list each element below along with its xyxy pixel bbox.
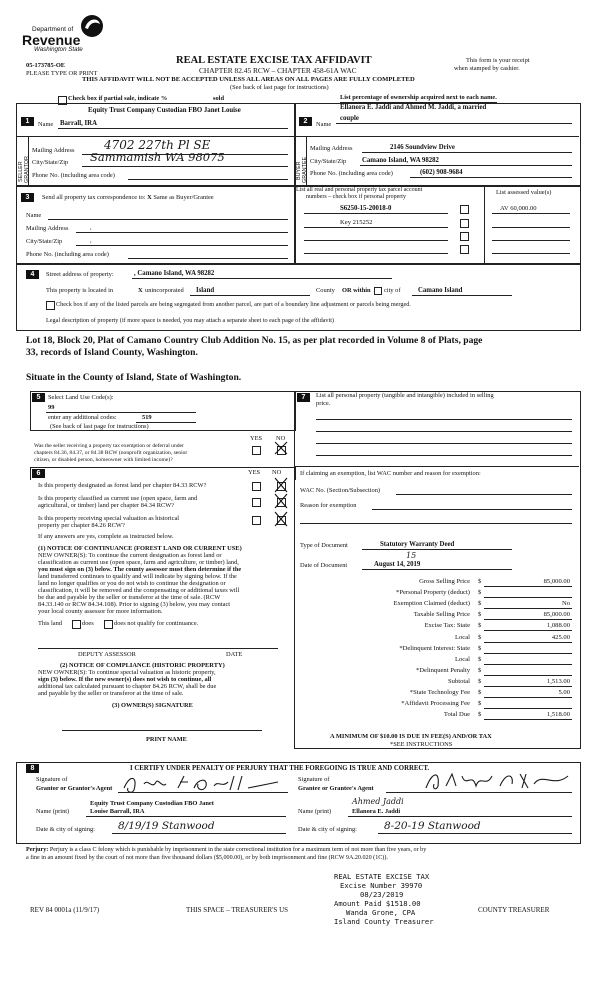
stamp-line-2: Excise Number 39970 — [340, 881, 423, 890]
stamp-line-4: Amount Paid $1518.00 — [334, 899, 421, 908]
forest-no-mark-icon — [274, 477, 288, 493]
land-use-see-back: (See back of last page for instructions) — [50, 423, 149, 430]
grantor-sig-label-1: Signature of — [36, 776, 68, 783]
deputy-date-label: DATE — [226, 651, 243, 658]
notice-compliance-line-3: additional tax calculated pursuant to chapter 84.26 RCW, shall be due — [38, 683, 217, 690]
form-chapter: CHAPTER 82.45 RCW – CHAPTER 458-61A WAC — [199, 66, 357, 75]
same-as-buyer-label: Same as Buyer/Grantee — [153, 194, 214, 201]
tax-row-currency: $ — [478, 666, 482, 674]
tax-row-label: Subtotal — [448, 677, 470, 685]
doc-date-correction: 15 — [406, 551, 417, 560]
land-use-code[interactable]: 99 — [48, 404, 55, 411]
current-use-yes-checkbox[interactable] — [252, 498, 261, 507]
tax-row-currency: $ — [478, 600, 482, 608]
seller-name-label: Name — [38, 121, 54, 128]
seller-name-line1: Equity Trust Company Custodian FBO Janet Louise — [88, 107, 241, 114]
tax-row-label: *State Technology Fee — [409, 689, 470, 696]
tax-row-underline — [484, 675, 572, 676]
grantee-sig-label-1: Signature of — [298, 776, 330, 783]
tax-row-label: Excise Tax: State — [424, 622, 470, 630]
tax-row-currency: $ — [478, 622, 482, 630]
land-does-not-checkbox[interactable] — [104, 620, 113, 629]
additional-codes-label: enter any additional codes: — [48, 414, 117, 421]
sec5-yes-header: YES — [250, 435, 263, 442]
grantee-side-label — [302, 157, 308, 183]
current-use-no-mark-icon — [274, 493, 288, 509]
grantor-date-city-label: Date & city of signing: — [36, 826, 95, 833]
grantor-print-underline — [86, 816, 286, 817]
revenue-logo — [14, 12, 104, 52]
street-underline — [132, 278, 392, 279]
buyer-mailing-underline — [362, 152, 572, 153]
notice-continuance-line-6: classification, it will be removed and the compensating or additional taxes will — [38, 587, 240, 594]
partial-sale-sold: sold — [213, 95, 225, 102]
buyer-side-label-2: GRANTEE — [302, 156, 308, 183]
doc-type-underline — [362, 549, 512, 550]
tax-row-underline — [484, 708, 572, 709]
personal-property-line-4 — [316, 455, 572, 456]
legal-description-line2[interactable]: 33, records of Island County, Washington. — [26, 347, 198, 358]
tax-row-underline — [484, 697, 572, 698]
land-does-label: does — [82, 620, 94, 627]
personal-property-label-1: List all personal property (tangible and intangible) included in selling — [316, 392, 494, 399]
personal-property-label-2: price. — [316, 400, 331, 407]
stamp-line-3: 08/23/2019 — [360, 890, 404, 899]
doc-date-underline — [362, 569, 512, 570]
parcel-underline-1 — [304, 213, 448, 214]
parcel-personal-checkbox-3[interactable] — [460, 232, 469, 241]
exemption-question-3: citizen, or disabled person, homeowner with limited income)? — [34, 457, 173, 463]
seller-city-value[interactable]: Sammamish WA 98075 — [90, 150, 225, 164]
sec6-yes-header: YES — [248, 469, 261, 476]
tax-row-value[interactable]: 5.00 — [558, 689, 570, 696]
current-use-question-2: agricultural, or timber) land per chapter 84.34 RCW? — [38, 502, 175, 509]
tax-row-underline — [484, 586, 572, 587]
parcel-value-1[interactable]: AV 60,000.00 — [500, 205, 537, 212]
section-3-name-label: Name — [26, 212, 42, 219]
tax-row-label: Exemption Claimed (deduct) — [393, 600, 470, 608]
wac-label: WAC No. (Section/Subsection) — [300, 487, 381, 494]
seller-phone-label: Phone No. (including area code) — [32, 172, 115, 179]
tax-row-label: Total Due — [443, 711, 470, 719]
grantee-print-handwritten: Ahmed Jaddi — [352, 797, 404, 806]
tax-row-label: *Delinquent Penalty — [415, 666, 470, 674]
same-as-buyer-check[interactable]: X — [147, 194, 152, 201]
section-3-mailing-underline — [76, 232, 288, 233]
buyer-mailing-value[interactable]: 2146 Soundview Drive — [390, 144, 455, 151]
tax-row-currency: $ — [478, 578, 482, 585]
tax-row-value[interactable]: 1,513.00 — [546, 677, 570, 685]
personal-property-line-1 — [316, 419, 572, 420]
grantee-date-underline — [378, 833, 572, 834]
tax-row-value[interactable]: 85,000.00 — [543, 578, 570, 585]
assessed-header: List assessed value(s) — [496, 189, 552, 196]
tax-row-label: Taxable Selling Price — [413, 611, 470, 619]
section-3-phone-label: Phone No. (including area code) — [26, 251, 109, 258]
rev-form-number: REV 84 0001a (11/9/17) — [30, 906, 100, 914]
seller-phone-underline — [128, 179, 288, 180]
ownership-label: List percentage of ownership acquired next to each name. — [340, 94, 497, 101]
grantor-date-city-value[interactable]: 8/19/19 Stanwood — [118, 820, 215, 832]
tax-row-underline — [484, 608, 572, 609]
land-does-not-label: does not qualify for continuance. — [114, 620, 199, 627]
parcel-number-2[interactable]: Key 215252 — [340, 219, 373, 226]
section-8-number: 8 — [26, 764, 39, 773]
grantor-signature-line — [118, 792, 288, 793]
historic-question-1: Is this property receiving special valuation as historical — [38, 515, 180, 522]
notice-compliance-title: (2) NOTICE OF COMPLIANCE (HISTORIC PROPERTY) — [60, 662, 225, 669]
parcel-underline-2 — [304, 227, 448, 228]
tax-row-label: Gross Selling Price — [419, 578, 470, 585]
buyer-phone-underline — [410, 177, 572, 178]
tax-row-underline — [484, 653, 572, 654]
tax-row-currency: $ — [478, 589, 482, 597]
receipt-note-1: This form is your receipt — [466, 57, 530, 64]
doc-type-label: Type of Document — [300, 542, 348, 549]
tax-row-label: Local — [454, 655, 470, 663]
personal-property-line-2 — [316, 431, 572, 432]
section-7-divider — [294, 466, 579, 467]
buyer-name-label: Name — [316, 121, 332, 128]
located-county-value[interactable]: Island — [196, 287, 215, 294]
section-3-label — [42, 194, 214, 202]
sec6-no-header: NO — [272, 469, 282, 476]
grantee-name-print-label: Name (print) — [298, 808, 332, 815]
reason-underline-2 — [300, 523, 572, 524]
buyer-city-underline — [360, 165, 572, 166]
grantee-print-underline — [348, 816, 572, 817]
tax-row-underline — [484, 719, 572, 720]
print-name-label: PRINT NAME — [146, 736, 187, 743]
section-4-number: 4 — [26, 270, 39, 279]
section-3-city-value[interactable]: , — [90, 237, 92, 244]
section-6-number: 6 — [32, 469, 45, 478]
notice-continuance-line-4: land transferred continues to qualify and will indicate by signing below. If the — [38, 573, 237, 580]
notice-continuance-line-2: classification as current use (open space, farm and agriculture, or timber) land, — [38, 559, 239, 566]
exemption-no-mark-icon — [274, 441, 288, 455]
city-of-checkbox[interactable] — [374, 287, 382, 295]
legal-description-label: Legal description of property (if more space is needed, you may attach a separate sheet to each page of the affidavit) — [46, 317, 334, 324]
historic-yes-checkbox[interactable] — [252, 516, 261, 525]
additional-codes-value[interactable]: 519 — [142, 414, 152, 421]
parcel-underline-3 — [304, 240, 448, 241]
situate-statement[interactable]: Situate in the County of Island, State of Washington. — [26, 372, 242, 383]
minimum-due-note: A MINIMUM OF $10.00 IS DUE IN FEE(S) AND/OR TAX — [330, 733, 492, 740]
form-title: REAL ESTATE EXCISE TAX AFFIDAVIT — [176, 55, 372, 66]
grantor-sig-label-2: Grantor or Grantor's Agent — [36, 785, 113, 792]
grantor-side-label — [24, 156, 30, 183]
exemption-yes-checkbox[interactable] — [252, 446, 261, 455]
buyer-side-label-1: BUYER — [296, 161, 302, 180]
perjury-heading: Perjury: — [26, 847, 49, 853]
land-use-underline — [46, 412, 196, 413]
agency-line1: Department of — [32, 26, 74, 33]
tax-row-value[interactable]: 425.00 — [551, 633, 570, 641]
buyer-divider — [294, 136, 579, 137]
parcel-value-underline-3 — [492, 240, 570, 241]
grantee-date-city-value[interactable]: 8-20-19 Stanwood — [384, 820, 481, 832]
parcel-value-underline-1 — [492, 213, 570, 214]
tax-row-value[interactable]: No — [561, 600, 570, 608]
county-label: County — [316, 287, 335, 294]
stamp-line-6: Island County Treasurer — [334, 917, 434, 926]
buyer-name-underline — [336, 123, 572, 124]
please-type: PLEASE TYPE OR PRINT — [26, 70, 98, 77]
stamp-line-5: Wanda Grone, CPA — [346, 908, 416, 917]
tax-row-value[interactable]: 1,088.00 — [546, 622, 570, 630]
segregated-label: Check box if any of the listed parcels are being segregated from another parcel, are part of a boundary line adjustment or parcels being merged. — [56, 301, 411, 308]
section-3-mailing-value[interactable]: , — [90, 224, 92, 231]
grantee-sig-label-2: Grantee or Grantee's Agent — [298, 785, 374, 792]
grantor-signature-icon[interactable] — [118, 772, 288, 794]
doc-date-value[interactable]: August 14, 2019 — [374, 561, 421, 568]
tax-row-currency: $ — [478, 655, 482, 663]
section-2-number: 2 — [299, 117, 312, 126]
street-label: Street address of property: — [46, 271, 114, 278]
seller-side-label-2: GRANTOR — [24, 156, 30, 183]
notice-continuance-line-3: you must sign on (3) below. The county assessor must then determine if the — [38, 566, 242, 573]
city-underline — [412, 295, 512, 296]
see-instructions-note: *SEE INSTRUCTIONS — [390, 741, 453, 748]
tax-row-underline — [484, 619, 572, 620]
buyer-name-line2: couple — [340, 115, 359, 122]
personal-property-line-3 — [316, 443, 572, 444]
tax-row-label: *Delinquent Interest: State — [399, 644, 470, 652]
reason-underline-1 — [372, 509, 572, 510]
grantee-date-city-label: Date & city of signing: — [298, 826, 357, 833]
notice-continuance-line-8: 84.33.140 or RCW 84.34.108). Prior to signing (3) below, you may contact — [38, 601, 231, 608]
doc-date-label: Date of Document — [300, 562, 348, 569]
current-use-question-1: Is this property classified as current use (open space, farm and — [38, 495, 198, 502]
tax-row-underline — [484, 597, 572, 598]
grantee-signature-icon[interactable] — [422, 768, 572, 794]
seller-city-label: City/State/Zip — [32, 159, 69, 166]
parcel-personal-checkbox-1[interactable] — [460, 205, 469, 214]
perjury-text-1: Perjury is a class C felony which is punishable by imprisonment in the state correctional institution for a maximum term of not more than five years, or by — [49, 847, 427, 853]
notice-continuance-line-5: land no longer qualifies or you do not wish to continue the designation or — [38, 580, 226, 587]
parcel-personal-checkbox-2[interactable] — [460, 219, 469, 228]
exemption-claim-label: If claiming an exemption, list WAC number and reason for exemption: — [300, 470, 481, 477]
seller-side-label-1: SELLER — [18, 161, 24, 182]
parcel-column-divider — [484, 185, 485, 263]
tax-row-currency: $ — [478, 700, 482, 708]
section-3-number: 3 — [21, 193, 34, 202]
tax-row-underline — [484, 642, 572, 643]
located-county-underline — [190, 295, 310, 296]
doc-type-value[interactable]: Statutory Warranty Deed — [380, 541, 455, 548]
exemption-question-1: Was the seller receiving a property tax exemption or deferral under — [34, 443, 184, 449]
tax-row-currency: $ — [478, 633, 482, 641]
tax-row-underline — [484, 686, 572, 687]
deputy-assessor-line — [38, 648, 278, 649]
parcel-underline-4 — [304, 253, 448, 254]
city-of-label: city of — [384, 287, 401, 294]
reason-label: Reason for exemption — [300, 502, 357, 509]
buyer-phone-value[interactable]: (602) 908-9684 — [420, 169, 463, 176]
notice-continuance-line-1: NEW OWNER(S): To continue the current designation as forest land or — [38, 552, 222, 559]
tax-row-currency: $ — [478, 677, 482, 685]
grantee-print-name[interactable]: Ellanora E. Jaddi — [352, 808, 401, 815]
agency-state: Washington State — [34, 46, 83, 53]
tax-row-value[interactable]: 1,518.00 — [546, 711, 570, 719]
exemption-question-2: chapters 84.36, 84.37, or 84.38 RCW (nonprofit organization, senior — [34, 450, 188, 456]
not-accepted-warning: THIS AFFIDAVIT WILL NOT BE ACCEPTED UNLESS ALL AREAS ON ALL PAGES ARE FULLY COMPLETED — [82, 76, 415, 83]
or-within-label: OR within — [342, 287, 371, 294]
if-yes-instruction: If any answers are yes, complete as instructed below. — [38, 533, 174, 540]
county-treasurer-label: COUNTY TREASURER — [478, 906, 550, 914]
segregated-checkbox[interactable] — [46, 301, 55, 310]
sec5-no-header: NO — [276, 435, 286, 442]
form-id: 05-173785-OE — [26, 62, 66, 69]
land-does-checkbox[interactable] — [72, 620, 81, 629]
perjury-line-2: a fine in an amount fixed by the court of not more than five thousand dollars ($5,000.00), or by both imprisonment and fine (RCW 9A.20.020 (1C)). — [26, 855, 388, 861]
send-correspondence-label: Send all property tax correspondence to: — [42, 194, 146, 201]
section-3-name-underline — [48, 219, 288, 220]
city-value[interactable]: Camano Island — [418, 287, 463, 294]
tax-row-currency: $ — [478, 644, 482, 652]
grantor-name-print-label: Name (print) — [36, 808, 70, 815]
see-back-note: (See back of last page for instructions) — [230, 84, 329, 91]
buyer-phone-label: Phone No. (including area code) — [310, 170, 393, 177]
seller-mailing-label: Mailing Address — [32, 147, 75, 154]
section-3-mailing-label: Mailing Address — [26, 225, 69, 232]
unincorporated-check[interactable]: X — [138, 287, 143, 294]
receipt-note-2: when stamped by cashier. — [454, 65, 520, 72]
section-7-number: 7 — [297, 393, 310, 402]
revenue-logo-mark-icon — [80, 14, 104, 38]
section-5-number: 5 — [32, 393, 45, 402]
grantee-signature-line — [386, 792, 572, 793]
seller-divider — [16, 136, 294, 137]
tax-row-underline — [484, 664, 572, 665]
parcel-value-underline-4 — [492, 253, 570, 254]
seller-city-underline — [82, 166, 288, 167]
street-value[interactable]: , Camano Island, WA 98282 — [134, 270, 215, 277]
owner-signature-line — [62, 730, 262, 731]
historic-question-2: property per chapter 84.26 RCW? — [38, 522, 125, 529]
buyer-mailing-label: Mailing Address — [310, 145, 353, 152]
tax-row-label: Local — [454, 633, 470, 641]
stamp-line-1: REAL ESTATE EXCISE TAX — [334, 872, 430, 881]
grantor-print-name-1: Equity Trust Company Custodian FBO Janet — [90, 800, 214, 807]
notice-continuance-line-9: your local county assessor for more information. — [38, 608, 163, 615]
tax-row-currency: $ — [478, 711, 482, 719]
forest-land-question: Is this property designated as forest land per chapter 84.33 RCW? — [38, 482, 207, 489]
section-3-city-label: City/State/Zip — [26, 238, 63, 245]
notice-continuance-line-7: be due and payable by the seller or transferor at the time of sale. (RCW — [38, 594, 221, 601]
buyer-city-label: City/State/Zip — [310, 158, 347, 165]
located-label: This property is located in — [46, 287, 114, 294]
grantor-date-underline — [112, 833, 286, 834]
unincorporated-label: unincorporated — [145, 287, 184, 294]
partial-sale-label: Check box if partial sale, indicate % — [68, 95, 168, 102]
parcel-header-1: List all real and personal property tax parcel account — [296, 187, 423, 193]
notice-compliance-line-4: and payable by the seller or transferor at the time of sale. — [38, 690, 184, 697]
buyer-name-line1: Ellanora E. Jaddi and Ahmed M. Jaddi, a married — [340, 104, 487, 111]
agency-name: Revenue — [22, 32, 81, 48]
seller-name-underline — [58, 128, 288, 129]
this-land-label: This land — [38, 620, 62, 627]
notice-compliance-line-1: NEW OWNER(S): To continue special valuation as historic property, — [38, 669, 216, 676]
parcel-value-underline-2 — [492, 227, 570, 228]
parcel-personal-checkbox-4[interactable] — [460, 245, 469, 254]
notice-compliance-line-2: sign (3) below. If the new owner(s) does not wish to continue, all — [38, 676, 212, 683]
land-use-label: Select Land Use Code(s): — [48, 394, 114, 401]
section-1-number: 1 — [21, 117, 34, 126]
seller-name-line2: Barrall, IRA — [60, 120, 98, 127]
buyer-city-value[interactable]: Camano Island, WA 98282 — [362, 157, 439, 164]
deputy-assessor-label: DEPUTY ASSESSOR — [78, 651, 136, 658]
certify-statement: I CERTIFY UNDER PENALTY OF PERJURY THAT THE FOREGOING IS TRUE AND CORRECT. — [130, 765, 430, 772]
notice-continuance-title: (1) NOTICE OF CONTINUANCE (FOREST LAND OR CURRENT USE) — [38, 545, 242, 552]
section-3-city-underline — [76, 245, 288, 246]
tax-row-currency: $ — [478, 689, 482, 696]
section-3-phone-underline — [128, 258, 288, 259]
tax-row-underline — [484, 630, 572, 631]
perjury-line-1 — [26, 846, 426, 854]
historic-no-mark-icon — [274, 511, 288, 527]
parcel-header-2: numbers – check box if personal property — [306, 194, 406, 200]
owner-signature-label: (3) OWNER(S) SIGNATURE — [112, 702, 193, 709]
forest-yes-checkbox[interactable] — [252, 482, 261, 491]
seller-mailing-value[interactable]: 4702 227th Pl SE — [104, 138, 211, 152]
wac-underline — [396, 494, 572, 495]
tax-row-label: *Personal Property (deduct) — [396, 589, 470, 597]
grantor-print-name-2[interactable]: Louise Barrall, IRA — [90, 808, 145, 815]
parcel-number-1[interactable]: S6250-15-20018-0 — [340, 205, 392, 212]
tax-row-currency: $ — [478, 611, 482, 619]
tax-row-label: *Affidavit Processing Fee — [401, 700, 470, 708]
treasurer-space-label: THIS SPACE – TREASURER'S US — [186, 906, 289, 914]
legal-description-line1[interactable]: Lot 18, Block 20, Plat of Camano Country Club Addition No. 15, as per plat recorded in Volume 8 of Plats, page — [26, 335, 483, 346]
tax-row-value[interactable]: 85,000.00 — [543, 611, 570, 619]
